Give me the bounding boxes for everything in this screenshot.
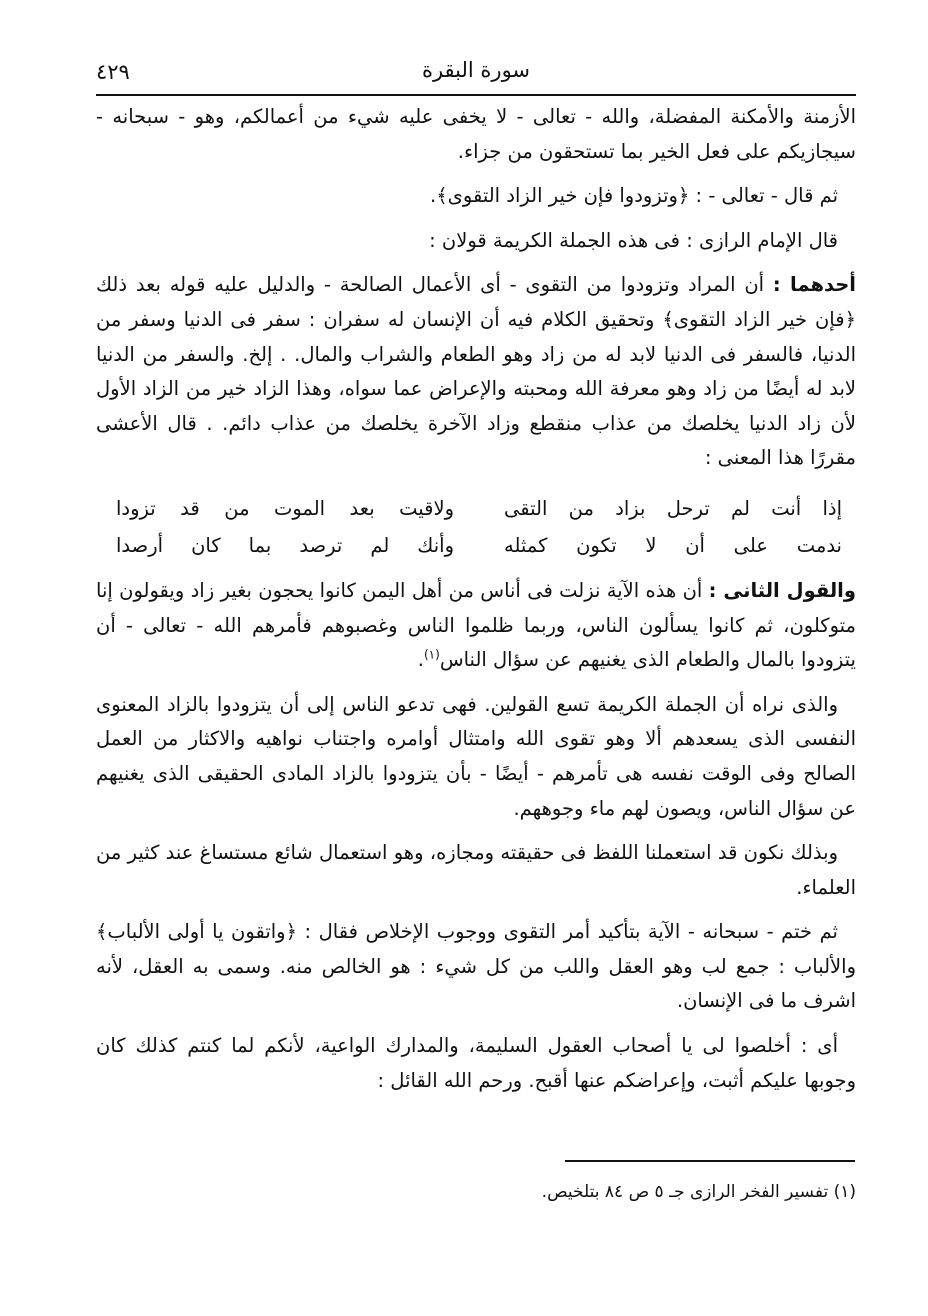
paragraph: والذى نراه أن الجملة الكريمة تسع القولين. فهى تدعو الناس إلى أن يتزودوا بالزاد المعنوى النفسى الذى يسعدهم ألا وهو تقوى الله وامتثال أوامره واجتناب نواهيه والاكثار من العمل الصالح وفى الوقت نفسه هى تأمرهم - أيضًا - بأن يتزودوا بالزاد المادى الحقيقى الذى يغنيهم عن سؤال الناس، ويصون لهم ماء وجوههم. (96, 692, 856, 820)
second-opinion-label: والقول الثانى : (708, 578, 856, 602)
paragraph: ثم قال - تعالى - : ﴿وتزودوا فإن خير الزاد التقوى﴾. (430, 184, 838, 208)
first-opinion-paragraph (96, 268, 856, 476)
second-opinion-end: . (417, 648, 424, 672)
running-head (96, 52, 856, 92)
paragraph: وبذلك نكون قد استعملنا اللفظ فى حقيقته ومجازه، وهو استعمال شائع مستساغ عند كثير من العلماء. (96, 841, 856, 899)
poem-hemistich: إذا أنت لم ترحل بزاد من التقى (504, 496, 842, 520)
surah-title: سورة البقرة (421, 58, 531, 82)
first-opinion-label: أحدهما : (772, 273, 856, 297)
paragraph: قال الإمام الرازى : فى هذه الجملة الكريمة قولان : (429, 228, 838, 252)
first-opinion-text: أن المراد وتزودوا من التقوى - أى الأعمال الصالحة - والدليل عليه قوله بعد ذلك ﴿فإن خير الزاد التقوى﴾ وتحقيق الكلام فيه أن الإنسان له سفران : سفر فى الدنيا وسفر من الدنيا، فالسفر فى الدنيا لابد له من زاد وهو الطعام والشراب والمال. . إلخ. والسفر من الدنيا لابد له أيضًا من زاد وهو معرفة الله ومحبته والإعراض عما سواه، وهذا الزاد خير من الزاد الأول لأن زاد الدنيا يخلصك من عذاب منقطع وزاد الآخرة يخلصك من عذاب دائم. . قال الأعشى مقررًا هذا المعنى : (96, 273, 856, 470)
poem-hemistich: وأنك لم ترصد بما كان أرصدا (116, 533, 454, 557)
poem (96, 486, 856, 574)
second-opinion-paragraph (96, 574, 856, 678)
body-text (96, 100, 856, 1108)
footnote-rule (565, 1160, 855, 1162)
poem-hemistich: ندمت على أن لا تكون كمثله (504, 533, 842, 557)
footnote: (١) تفسير الفخر الرازى جـ ٥ ص ٨٤ بتلخيص. (541, 1182, 856, 1202)
footnote-reference: (١) (423, 647, 440, 662)
paragraph: ثم ختم - سبحانه - الآية بتأكيد أمر التقوى ووجوب الإخلاص فقال : ﴿واتقون يا أولى الألباب﴾ والألباب : جمع لب وهو العقل واللب من كل شيء : هو الخالص منه. وسمى به العقل، لأنه اشرف ما فى الإنسان. (96, 920, 856, 1013)
paragraph: الأزمنة والأمكنة المفضلة، والله - تعالى - لا يخفى عليه شيء من أعمالكم، وهو - سبحانه - سيجازيكم على فعل الخير بما تستحقون من جزاء. (96, 105, 856, 163)
header-rule (96, 94, 856, 96)
second-opinion-text: أن هذه الآية نزلت فى أناس من أهل اليمن كانوا يحجون بغير زاد ويقولون إنا متوكلون، ثم كانوا يسألون الناس، وربما ظلموا الناس وغصبوهم فأمرهم الله - تعالى - أن يتزودوا بالمال والطعام الذى يغنيهم عن سؤال الناس (96, 578, 856, 672)
paragraph: أى : أخلصوا لى يا أصحاب العقول السليمة، والمدارك الواعية، لأنكم لما كنتم كذلك كان وجوبها عليكم أثبت، وإعراضكم عنها أقبح. ورحم الله القائل : (96, 1034, 856, 1092)
poem-hemistich: ولاقيت بعد الموت من قد تزودا (116, 496, 454, 520)
page-number: ٤٢٩ (96, 60, 130, 84)
